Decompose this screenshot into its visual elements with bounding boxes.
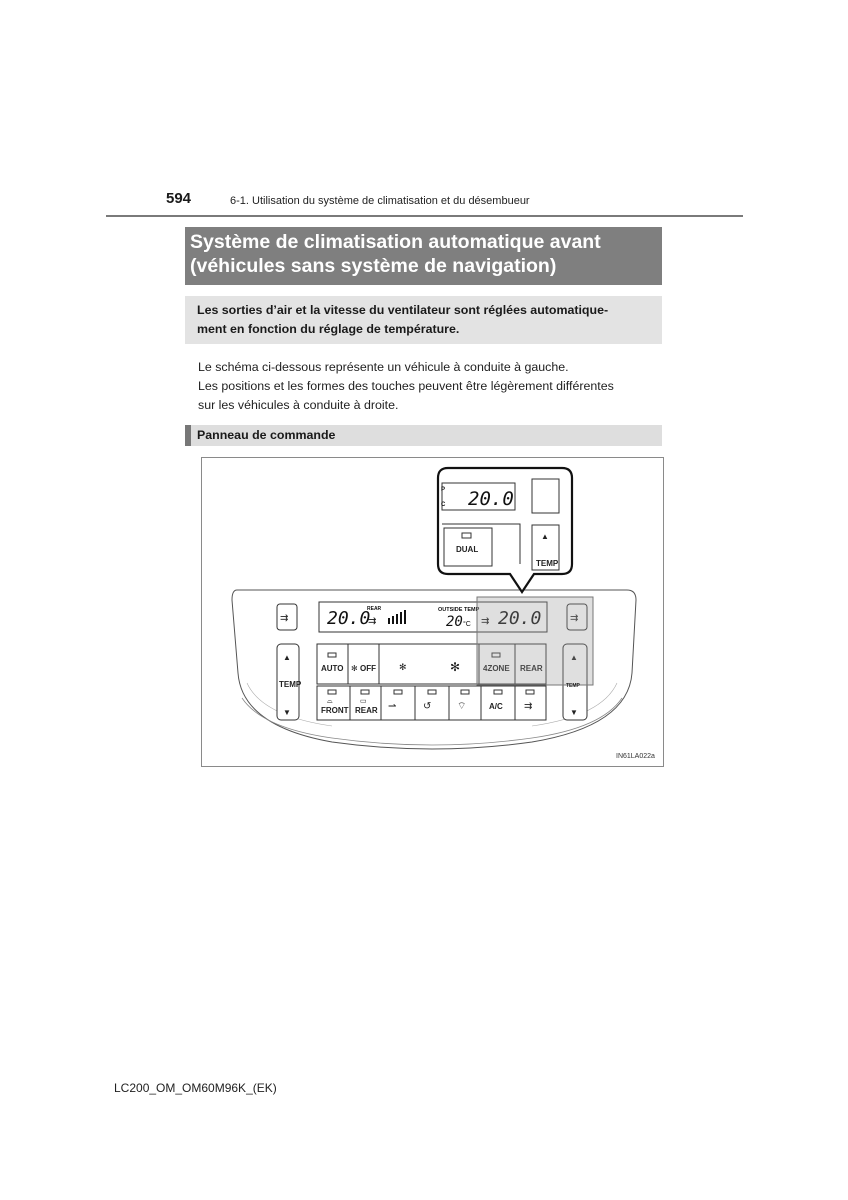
zoom-p-label: P [441, 487, 446, 493]
subsection-title: Panneau de commande [197, 428, 336, 442]
figure-code: IN61LA022a [616, 753, 655, 760]
windshield-defog-indicator [461, 690, 469, 694]
fan-off-label: OFF [360, 664, 376, 673]
zoom-airflow-button[interactable] [532, 479, 559, 513]
fan-icon: ✻ [351, 664, 358, 673]
body-line-3: sur les véhicules à conduite à droite. [198, 398, 399, 412]
lead-line-2: ment en fonction du réglage de température. [197, 322, 460, 336]
auto-indicator [328, 653, 336, 657]
airflow-icon: ⇉ [280, 613, 289, 624]
temp-up-icon: ▲ [283, 653, 291, 662]
recirculate-icon: ↺ [423, 701, 432, 712]
temp-down-icon: ▼ [570, 708, 578, 717]
windshield-defog-icon: ⌔ [457, 701, 467, 712]
section-title-line-1: Système de climatisation automatique avant [190, 231, 601, 253]
section-title [190, 230, 660, 278]
subsection-bar [185, 425, 191, 446]
four-zone-label: 4ZONE [483, 664, 510, 673]
zoom-dual-label: DUAL [456, 545, 479, 554]
header-rule [106, 215, 743, 217]
recirculate-indicator [428, 690, 436, 694]
zoom-c-label: C [441, 502, 446, 508]
left-temp-readout: 20.0 [327, 608, 371, 629]
chapter-heading: 6-1. Utilisation du système de climatisation et du désembueur [230, 195, 530, 207]
right-temp-label: TEMP [566, 683, 580, 689]
fresh-air-indicator [394, 690, 402, 694]
zoom-temp-readout: 20.0 [468, 488, 514, 510]
control-panel-illustration [202, 458, 663, 766]
bottom-button-row [317, 686, 546, 720]
zoom-dual-indicator [462, 533, 471, 538]
zoom-temp-up-icon: ▲ [541, 532, 549, 541]
right-airflow-mode-icon: ⇉ [481, 616, 490, 627]
rear-indicator: REAR [367, 606, 382, 612]
outside-temp-label: OUTSIDE TEMP [438, 607, 480, 613]
rear-defog-icon: ▭ [360, 698, 367, 705]
temp-up-icon: ▲ [570, 653, 578, 662]
front-defog-icon: ⌓ [327, 698, 333, 705]
zoom-temp-label: TEMP [536, 559, 559, 568]
rear-defog-indicator [361, 690, 369, 694]
page-number: 594 [166, 190, 192, 207]
outside-temp-unit: °C [463, 621, 471, 628]
lead-text [197, 301, 657, 339]
fresh-air-icon: ⇀ [388, 701, 397, 712]
front-defog-indicator [328, 690, 336, 694]
body-line-1: Le schéma ci-dessous représente un véhicule à conduite à gauche. [198, 360, 569, 374]
rear-label: REAR [520, 664, 543, 673]
foot-airflow-icon: ⇉ [524, 701, 533, 712]
airflow-mode-icon: ⇉ [368, 616, 377, 627]
ac-label: A/C [489, 702, 503, 711]
foot-airflow-indicator [526, 690, 534, 694]
section-title-line-2: (véhicules sans système de navigation) [190, 255, 557, 277]
auto-label: AUTO [321, 664, 344, 673]
left-temp-label: TEMP [279, 680, 302, 689]
fan-speed-button[interactable] [379, 644, 479, 684]
lead-line-1: Les sorties d’air et la vitesse du ventilateur sont réglées automatique- [197, 303, 609, 317]
highlight-region [477, 597, 593, 685]
control-panel-figure [201, 457, 664, 767]
fan-high-icon: ✻ [450, 660, 461, 674]
ac-indicator [494, 690, 502, 694]
airflow-icon: ⇉ [570, 613, 579, 624]
front-defog-label: FRONT [321, 706, 349, 715]
outside-temp-readout: 20 [446, 614, 463, 630]
body-line-2: Les positions et les formes des touches peuvent être légèrement différentes [198, 379, 614, 393]
fan-low-icon: ✻ [399, 662, 407, 672]
rear-defog-label: REAR [355, 706, 378, 715]
right-temp-readout: 20.0 [498, 608, 542, 629]
footer-doc-code: LC200_OM_OM60M96K_(EK) [114, 1081, 277, 1095]
temp-down-icon: ▼ [283, 708, 291, 717]
